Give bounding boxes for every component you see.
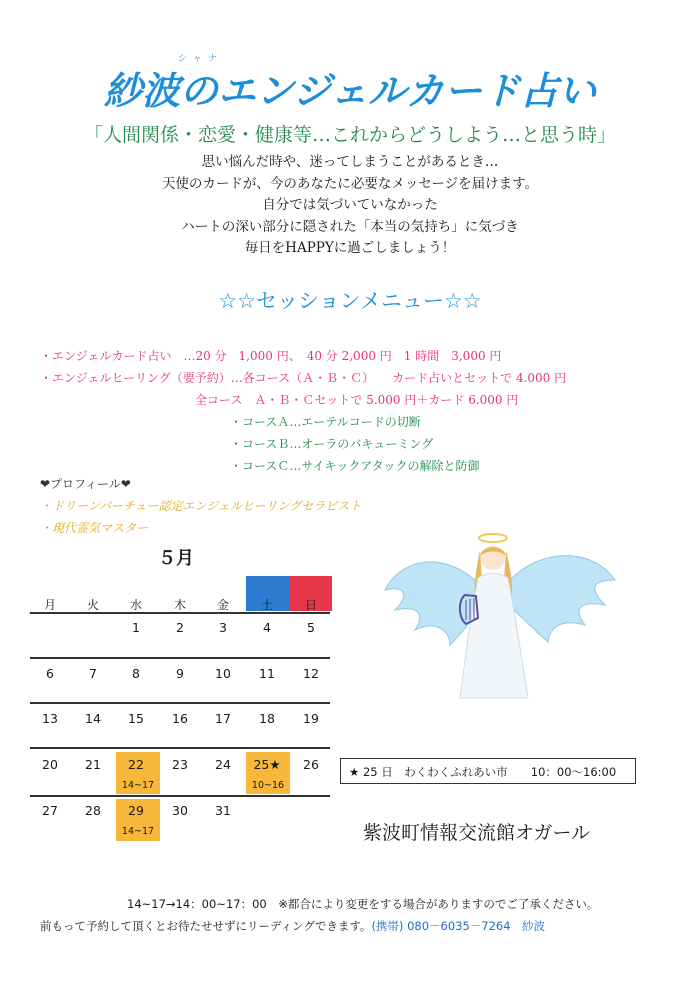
calendar-day: 12 [303, 666, 319, 681]
calendar-day: 1 [132, 620, 140, 635]
profile [40, 473, 361, 539]
time-29: 14~17 [121, 826, 155, 837]
profile-item: ・現代霊気マスター [40, 521, 149, 535]
reservation-note [40, 918, 545, 934]
menu-title: ☆☆セッションメニュー☆☆ [218, 289, 482, 313]
weekday-wed: 水 [129, 598, 142, 612]
calendar-divider [30, 747, 330, 749]
calendar-day: 16 [172, 711, 188, 726]
weekday-fri: 金 [216, 598, 229, 612]
calendar-divider [30, 657, 330, 659]
profile-heading: ❤プロフィール❤ [40, 477, 131, 491]
calendar-day: 26 [303, 757, 319, 772]
calendar-day: 20 [42, 757, 58, 772]
menu-line-healing: ・エンジェルヒーリング（要予約）…各コース（Ａ・Ｂ・Ｃ） カード占いとセットで 4.000 円 [40, 371, 567, 385]
subtitle: 「人間関係・恋愛・健康等…これからどうしよう…と思う時」 [83, 124, 616, 146]
calendar-day: 15 [128, 711, 144, 726]
weekday-tue: 火 [86, 598, 99, 612]
calendar-day: 14 [85, 711, 101, 726]
calendar-day: 13 [42, 711, 58, 726]
calendar-month: ５月 [158, 548, 194, 569]
course-a: ・コースＡ…エーテルコードの切断 [230, 415, 421, 429]
intro-line: ハートの深い部分に隠された「本当の気持ち」に気づき [181, 218, 519, 235]
calendar-day: 28 [85, 803, 101, 818]
intro-line: 毎日をHAPPYに過ごしましょう！ [244, 240, 456, 256]
course-c: ・コースＣ…サイキックアタックの解除と防御 [230, 459, 480, 473]
calendar-day: 31 [215, 803, 231, 818]
calendar-day: 3 [219, 620, 227, 635]
time-25: 10~16 [251, 780, 285, 791]
page-title: 紗波のエンジェルカード占い [103, 68, 597, 113]
intro-text [0, 152, 700, 260]
weekday-sat: 土 [260, 598, 273, 612]
calendar-day: 4 [263, 620, 271, 635]
time-note: 14~17→14：00~17：00 ※都合により変更をする場合がありますのでご了承ください。 [127, 897, 599, 911]
contact-phone[interactable]: (携帯) 080－6035－7264 紗波 [371, 919, 546, 933]
halo-icon [479, 534, 507, 542]
calendar-day: 29 [128, 803, 144, 818]
calendar-day: 21 [85, 757, 101, 772]
intro-line: 自分では気づいていなかった [262, 197, 438, 213]
weekday-sun: 日 [304, 598, 317, 612]
calendar-day: 22 [128, 757, 144, 772]
calendar-day: 25★ [253, 757, 281, 772]
course-b: ・コースＢ…オーラのバキューミング [230, 437, 434, 451]
calendar-divider [30, 795, 330, 797]
event-box: ★ 25 日 わくわくふれあい市 10：00〜16:00 [340, 758, 636, 784]
calendar-day: 7 [89, 666, 97, 681]
calendar-day: 30 [172, 803, 188, 818]
calendar-day: 24 [215, 757, 231, 772]
weekday-thu: 木 [173, 598, 186, 612]
calendar-day: 8 [132, 666, 140, 681]
angel-illustration [380, 520, 620, 700]
intro-line: 思い悩んだ時や、迷ってしまうことがあるとき… [201, 154, 499, 170]
calendar-day: 18 [259, 711, 275, 726]
title-ruby: シャナ [178, 54, 223, 64]
venue-name: 紫波町情報交流館オガール [363, 822, 591, 844]
weekday-mon: 月 [43, 598, 56, 612]
time-22: 14~17 [121, 780, 155, 791]
reservation-text: 前もって予約して頂くとお待たせせずにリーディングできます。 [40, 919, 372, 933]
calendar-day: 27 [42, 803, 58, 818]
calendar-day: 11 [259, 666, 275, 681]
menu-line-all-courses: 全コース Ａ・Ｂ・Ｃセットで 5.000 円＋カード 6.000 円 [195, 393, 519, 407]
calendar-day: 5 [307, 620, 315, 635]
calendar-day: 10 [215, 666, 231, 681]
calendar-day: 17 [215, 711, 231, 726]
menu-line-card-reading: ・エンジェルカード占い …20 分 1,000 円、 40 分 2,000 円 1 時間 3,000 円 [40, 349, 502, 363]
calendar-divider [30, 612, 330, 614]
calendar-day: 9 [176, 666, 184, 681]
calendar-divider [30, 702, 330, 704]
angel-wing-right [508, 556, 615, 642]
calendar-day: 2 [176, 620, 184, 635]
intro-line: 天使のカードが、今のあなたに必要なメッセージを届けます。 [161, 175, 539, 192]
profile-item: ・ドリーンバーチュー認定エンジェルヒーリングセラピスト [40, 499, 362, 513]
calendar-day: 23 [172, 757, 188, 772]
session-menu [40, 345, 566, 477]
calendar-day: 19 [303, 711, 319, 726]
calendar-day: 6 [46, 666, 54, 681]
